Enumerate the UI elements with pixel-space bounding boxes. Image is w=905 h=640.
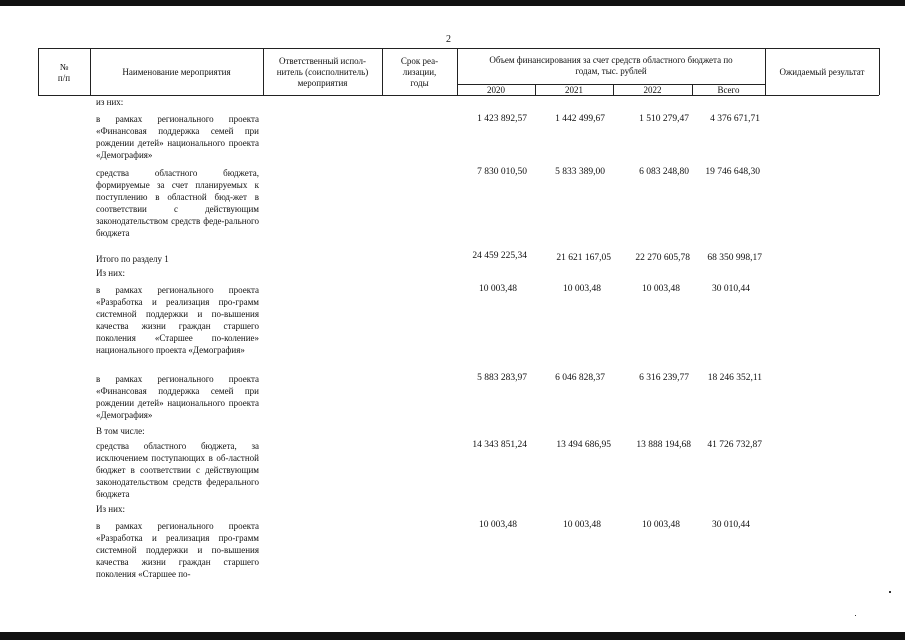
- value-2022: 22 270 605,78: [635, 253, 690, 263]
- value-2020: 14 343 851,24: [472, 440, 527, 450]
- value-2021: 13 494 686,95: [556, 440, 611, 450]
- value-2020: 1 423 892,57: [477, 114, 527, 124]
- scan-speck: [855, 615, 856, 616]
- header-year-2020: 2020: [487, 85, 505, 95]
- value-total: 19 746 648,30: [705, 167, 760, 177]
- row-label: в рамках регионального проекта «Разработка и реализация про-грамм системной поддержки и по-вышения качества жизни граждан старшего поколения «Старшее по-: [96, 521, 259, 579]
- header-col-term: Срок реа- лизации, годы: [400, 56, 439, 88]
- header-year-2022: 2022: [643, 85, 662, 95]
- value-total: 4 376 671,71: [710, 114, 760, 124]
- row-label: Итого по разделу 1: [96, 254, 169, 264]
- value-2020: 24 459 225,34: [472, 251, 527, 261]
- row-label: Из них:: [96, 504, 125, 514]
- row-label: В том числе:: [96, 426, 145, 436]
- row-label: средства областного бюджета, формируемые за счет планируемых к поступлению в областной бюд-жет в соответствии с действующим законодательством средств феде-рального бюджета: [96, 168, 259, 238]
- value-2022: 10 003,48: [642, 284, 680, 294]
- value-2020: 7 830 010,50: [477, 167, 527, 177]
- row-label: Из них:: [96, 268, 125, 278]
- row-label: в рамках регионального проекта «Финансовая поддержка семей при рождении детей» национального проекта «Демография»: [96, 114, 259, 160]
- scan-border-bottom: [0, 632, 905, 640]
- row-label: из них:: [96, 97, 124, 107]
- header-year-2021: 2021: [565, 85, 583, 95]
- value-total: 30 010,44: [712, 284, 750, 294]
- header-col-financing: Объем финансирования за счет средств областного бюджета по годам, тыс. рублей: [489, 55, 733, 76]
- value-2020: 10 003,48: [479, 284, 517, 294]
- value-total: 18 246 352,11: [707, 373, 762, 383]
- value-2021: 6 046 828,37: [555, 373, 605, 383]
- value-total: 68 350 998,17: [707, 253, 762, 263]
- row-label: в рамках регионального проекта «Разработка и реализация про-грамм системной поддержки и по-вышения качества жизни граждан старшего поколения «Старшее по-коление» национального проекта «Демография»: [96, 285, 259, 355]
- header-col-result: Ожидаемый результат: [779, 67, 865, 77]
- value-total: 41 726 732,87: [707, 440, 762, 450]
- row-label: средства областного бюджета, за исключением поступающих в об-ластной бюджет в соответствии с действующим законодательством средств федерального бюджета: [96, 441, 259, 499]
- value-2020: 10 003,48: [479, 520, 517, 530]
- scan-speck: [889, 591, 891, 593]
- header-total: Всего: [717, 85, 740, 95]
- value-total: 30 010,44: [712, 520, 750, 530]
- header-col-number: № п/п: [57, 62, 71, 83]
- value-2022: 10 003,48: [642, 520, 680, 530]
- row-label: в рамках регионального проекта «Финансовая поддержка семей при рождении детей» национального проекта «Демография»: [96, 374, 259, 420]
- value-2020: 5 883 283,97: [477, 373, 527, 383]
- value-2021: 5 833 389,00: [555, 167, 605, 177]
- page-number: 2: [446, 34, 451, 45]
- value-2022: 6 316 239,77: [639, 373, 689, 383]
- scan-border-top: [0, 0, 905, 6]
- value-2022: 6 083 248,80: [639, 167, 689, 177]
- value-2022: 1 510 279,47: [639, 114, 689, 124]
- header-col-responsible: Ответственный испол- нитель (соисполнитель) мероприятия: [276, 56, 369, 88]
- value-2021: 21 621 167,05: [556, 253, 611, 263]
- value-2021: 10 003,48: [563, 520, 601, 530]
- header-col-name: Наименование мероприятия: [122, 67, 231, 77]
- value-2021: 1 442 499,67: [555, 114, 605, 124]
- value-2022: 13 888 194,68: [636, 440, 691, 450]
- value-2021: 10 003,48: [563, 284, 601, 294]
